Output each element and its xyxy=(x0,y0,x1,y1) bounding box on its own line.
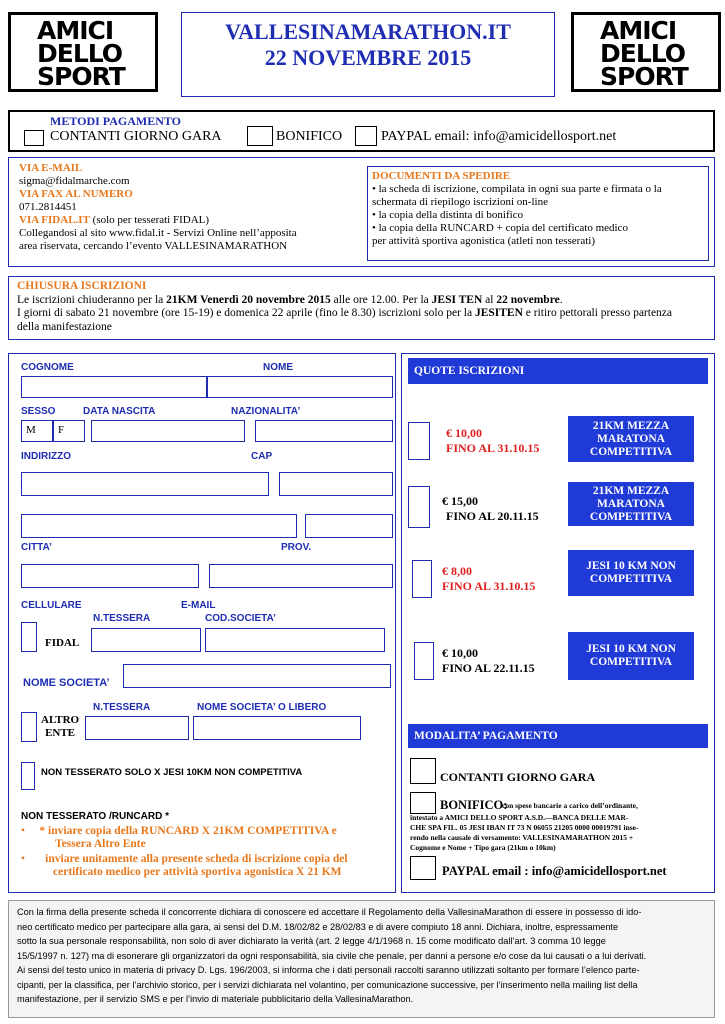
email-label: VIA E-MAIL xyxy=(19,162,83,174)
fax-label: VIA FAX AL NUMERO xyxy=(19,188,133,200)
modalita-bonifico-label: BONIFICO: xyxy=(440,798,508,812)
nazionalita-field[interactable] xyxy=(255,420,393,442)
nome-societa-libero-label: NOME SOCIETA’ O LIBERO xyxy=(197,702,327,713)
quote-1-race: 21KM MEZZA MARATONA COMPETITIVA xyxy=(568,416,694,462)
logo-line-2: DELLO xyxy=(37,39,123,68)
quote-heading: QUOTE ISCRIZIONI xyxy=(408,358,708,384)
indirizzo-label: INDIRIZZO xyxy=(21,451,71,462)
fax-value: 071.2814451 xyxy=(19,201,77,213)
bonifico-label: BONIFICO xyxy=(276,129,343,144)
altro-societa-field[interactable] xyxy=(193,716,361,740)
altro-ente-label: ALTRO ENTE xyxy=(41,714,80,739)
documents-line: • la scheda di iscrizione, compilata in ogni sua parte e firmata o la xyxy=(372,183,662,195)
documents-line: • la copia della distinta di bonifico xyxy=(372,209,524,221)
paypal-checkbox[interactable] xyxy=(355,126,377,146)
cellulare-label: CELLULARE xyxy=(21,600,82,611)
fidal-tessera-field[interactable] xyxy=(91,628,201,652)
quote-4-price: € 10,00 FINO AL 22.11.15 xyxy=(442,646,535,675)
disclaimer-line: cipanti, per la classifica, per l’archivio storico, per i servizi dichiarata nel volantino, per comunicazione successive, per l’inserimento nella mailing list della xyxy=(17,979,638,990)
fidal-label: FIDAL xyxy=(45,637,80,649)
bonifico-detail: con spese bancarie a carico dell’ordinante, xyxy=(502,801,638,810)
cognome-label: COGNOME xyxy=(21,362,74,373)
disclaimer-line: manifestazione, per il servizio SMS e per l’invio di materiale pubblicitario della VallesinaMarathon. xyxy=(17,994,414,1004)
contanti-label: CONTANTI GIORNO GARA xyxy=(50,129,222,144)
paypal-label: PAYPAL email: info@amicidellosport.net xyxy=(381,129,617,144)
modalita-contanti-label: CONTANTI GIORNO GARA xyxy=(440,770,596,784)
indirizzo-field-2[interactable] xyxy=(21,514,297,538)
nome-field[interactable] xyxy=(207,376,393,398)
logo-line-1: AMICI xyxy=(600,16,677,45)
payment-methods-bar xyxy=(8,110,715,152)
logo-line-2: DELLO xyxy=(600,39,686,68)
closing-line-3: della manifestazione xyxy=(17,320,112,333)
quote-2-race: 21KM MEZZA MARATONA COMPETITIVA xyxy=(568,482,694,526)
indirizzo-field[interactable] xyxy=(21,472,269,496)
non-tesserato-jesi-checkbox[interactable] xyxy=(21,762,35,790)
altro-tessera-label: N.TESSERA xyxy=(93,702,151,713)
amici-dello-sport-logo-left xyxy=(8,12,158,92)
prov-field[interactable] xyxy=(209,564,393,588)
cap-field[interactable] xyxy=(279,472,393,496)
documents-line: per attività sportiva agonistica (atleti non tesserati) xyxy=(372,235,595,247)
quote-1-price: € 10,00 FINO AL 31.10.15 xyxy=(446,426,540,455)
altro-ente-checkbox[interactable] xyxy=(21,712,37,742)
cognome-field[interactable] xyxy=(21,376,207,398)
non-tesserato-jesi-label: NON TESSERATO SOLO X JESI 10KM NON COMPETITIVA xyxy=(41,767,303,778)
closing-heading: CHIUSURA ISCRIZIONI xyxy=(17,280,147,292)
disclaimer-line: Con la firma della presente scheda il concorrente dichiara di conoscere ed accettare il Regolamento della VallesinaMarathon di essere in possesso di ido- xyxy=(17,907,642,917)
bonifico-details: intestato a AMICI DELLO SPORT A.S.D.—BANCA DELLE MAR- CHE SPA FIL. 05 JESI IBAN IT 73 N 06055 21205 0000 00019791 inse- rendo nella causale di versamento: VALLESINAMARATHON 2015 + Cognome e Nome + Tipo gara (21km o 10km) xyxy=(410,813,639,852)
nome-societa-field[interactable] xyxy=(123,664,391,688)
modalita-heading: MODALITA’ PAGAMENTO xyxy=(408,724,708,748)
amici-dello-sport-logo-right xyxy=(571,12,721,92)
quote-1-checkbox[interactable] xyxy=(408,422,430,460)
event-date: 22 NOVEMBRE 2015 xyxy=(264,45,472,70)
data-nascita-field[interactable] xyxy=(91,420,245,442)
sesso-f-field[interactable]: F xyxy=(53,420,85,442)
data-nascita-label: DATA NASCITA xyxy=(83,406,156,417)
documents-line: • la copia della RUNCARD + copia del certificato medico xyxy=(372,222,628,234)
documents-heading: DOCUMENTI DA SPEDIRE xyxy=(372,170,511,182)
logo-line-3: SPORT xyxy=(37,62,125,91)
altro-tessera-field[interactable] xyxy=(85,716,189,740)
quote-3-checkbox[interactable] xyxy=(412,560,432,598)
nazionalita-label: NAZIONALITA’ xyxy=(231,406,301,417)
fidal-line-3: area riservata, cercando l’evento VALLESINAMARATHON xyxy=(19,240,288,252)
event-website-title: VALLESINAMARATHON.IT xyxy=(225,19,511,44)
nome-societa-label: NOME SOCIETA’ xyxy=(23,677,110,689)
disclaimer-line: 15/5/1997 n. 127) ma di esonerare gli organizzatori da ogni responsabilità, sia civile che penale, per danni a persone e/o cose da lui causati o a lui derivati. xyxy=(17,950,647,961)
runcard-heading: NON TESSERATO /RUNCARD * xyxy=(21,811,169,822)
prov-label: PROV. xyxy=(281,542,312,553)
cod-societa-label: COD.SOCIETA’ xyxy=(205,613,276,624)
event-title-box xyxy=(181,12,555,97)
disclaimer-line: Ai sensi del testo unico in materia di privacy D. Lgs. 196/2003, si informa che i dati personali raccolti saranno utilizzati soltanto per formare l’elenco parte- xyxy=(17,965,640,975)
contacts-box xyxy=(8,157,715,267)
indirizzo-extra-field[interactable] xyxy=(305,514,393,538)
cod-societa-field[interactable] xyxy=(205,628,385,652)
runcard-note-1: • * inviare copia della RUNCARD X 21KM COMPETITIVA e Tessera Altro Ente xyxy=(21,825,337,850)
closing-line-1: Le iscrizioni chiuderanno per la 21KM Venerdì 20 novembre 2015 alle ore 12.00. Per la JESI TEN al 22 novembre. xyxy=(17,293,563,306)
bonifico-checkbox[interactable] xyxy=(247,126,273,146)
modalita-paypal-checkbox[interactable] xyxy=(410,856,436,880)
runcard-note-2: • inviare unitamente alla presente scheda di iscrizione copia del certificato medico per attività sportiva agonistica X 21 KM xyxy=(21,853,348,878)
sesso-label: SESSO xyxy=(21,406,56,417)
quote-2-price: € 15,00 FINO AL 20.11.15 xyxy=(442,494,539,523)
citta-label: CITTA’ xyxy=(21,542,52,553)
modalita-bonifico-checkbox[interactable] xyxy=(410,792,436,814)
disclaimer-line: neo certificato medico per partecipare alla gara, ai sensi del D.M. 18/02/82 e 28/02/83 e di avere compiuto 18 anni. Dichiara, inoltre, espressamente xyxy=(17,921,619,932)
disclaimer-line: sotto la sua personale responsabilità, non solo di aver dichiarato la verità (art. 2 legge 4/1/1968 n. 15 come modificato dall’art. 3 comma 10 legge xyxy=(17,936,606,946)
quotes-box xyxy=(401,353,715,893)
email-value: sigma@fidalmarche.com xyxy=(19,175,130,187)
disclaimer xyxy=(8,900,715,1018)
citta-field[interactable] xyxy=(21,564,199,588)
quote-4-race: JESI 10 KM NON COMPETITIVA xyxy=(568,632,694,680)
cap-label: CAP xyxy=(251,451,273,462)
modalita-paypal-label: PAYPAL email : info@amicidellosport.net xyxy=(442,864,667,878)
fidal-line-2: Collegandosi al sito www.fidal.it - Servizi Online nell’apposita xyxy=(19,227,297,239)
nome-label: NOME xyxy=(263,362,293,373)
modalita-contanti-checkbox[interactable] xyxy=(410,758,436,784)
n-tessera-label: N.TESSERA xyxy=(93,613,151,624)
logo-line-1: AMICI xyxy=(37,16,114,45)
documents-line: schermata di riepilogo iscrizioni on-line xyxy=(372,196,548,208)
documents-box xyxy=(367,166,709,261)
fidal-note: (solo per tesserati FIDAL) xyxy=(89,214,210,226)
closing-box xyxy=(8,276,715,340)
registration-form xyxy=(8,353,396,893)
email-label: E-MAIL xyxy=(181,600,216,611)
payment-methods-heading: METODI PAGAMENTO xyxy=(50,114,182,128)
fidal-label: VIA FIDAL.IT xyxy=(19,214,90,226)
contanti-checkbox[interactable] xyxy=(24,130,44,146)
quote-2-checkbox[interactable] xyxy=(408,486,430,528)
fidal-checkbox[interactable] xyxy=(21,622,37,652)
quote-3-price: € 8,00 FINO AL 31.10.15 xyxy=(442,564,536,593)
quote-4-checkbox[interactable] xyxy=(414,642,434,680)
logo-line-3: SPORT xyxy=(600,62,688,91)
closing-line-2: I giorni di sabato 21 novembre (ore 15-19) e domenica 22 aprile (fino le 8.30) iscrizioni solo per la JESITEN e ritiro pettorali presso partenza xyxy=(17,307,673,319)
quote-3-race: JESI 10 KM NON COMPETITIVA xyxy=(568,550,694,596)
sesso-m-field[interactable]: M xyxy=(21,420,53,442)
